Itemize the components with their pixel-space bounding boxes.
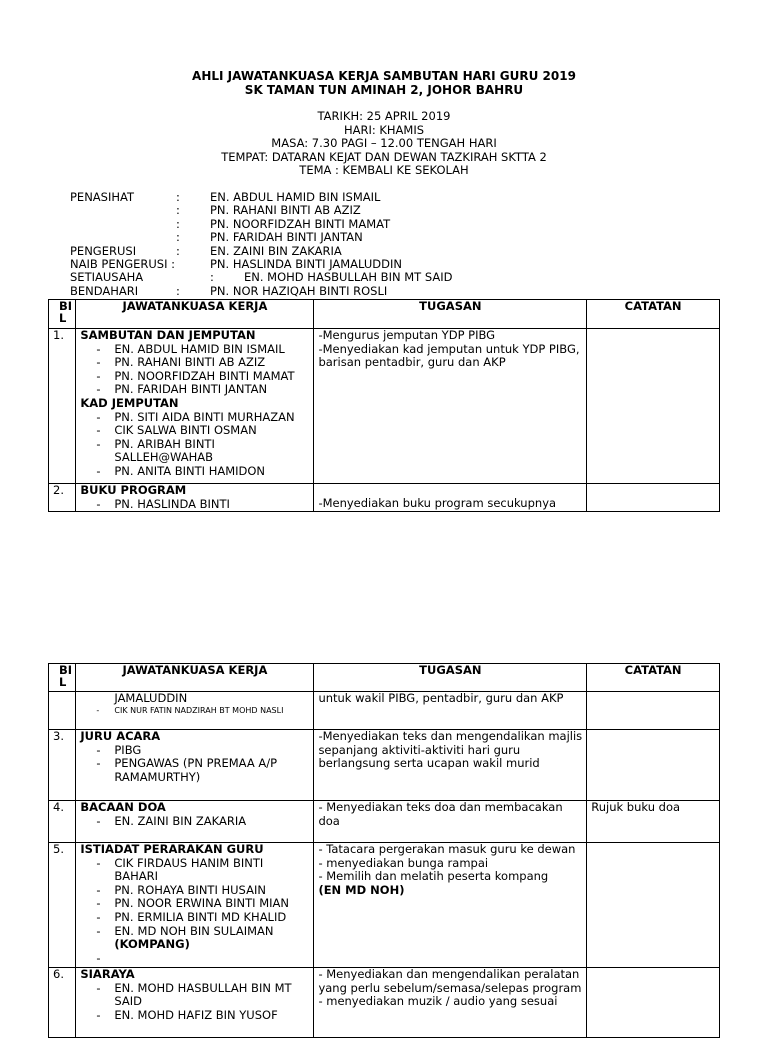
section-title: SAMBUTAN DAN JEMPUTAN: [80, 328, 256, 342]
member-list: [80, 706, 309, 716]
officer-colon: :: [176, 190, 180, 204]
row-number: 4.: [49, 801, 76, 843]
tugasan-text: - Memilih dan melatih peserta kompang: [318, 869, 549, 884]
table-row: [49, 968, 720, 1038]
event-date: TARIKH: 25 APRIL 2019: [317, 109, 451, 123]
member-list: [80, 411, 309, 479]
tugasan-cell: [314, 484, 587, 512]
officer-name: PN. NOR HAZIQAH BINTI ROSLI: [210, 283, 388, 298]
officer-label: BENDAHARI: [70, 283, 139, 298]
list-item: - CIK FIRDAUS HANIM BINTI BAHARI: [96, 857, 309, 884]
event-theme: TEMA : KEMBALI KE SEKOLAH: [299, 163, 469, 178]
header-catatan: CATATAN: [587, 300, 720, 329]
officer-label: PENGERUSI: [70, 243, 137, 258]
list-item: - PN. SITI AIDA BINTI MURHAZAN: [96, 411, 309, 425]
list-item: - CIK SALWA BINTI OSMAN: [96, 424, 309, 438]
table-row: [49, 730, 720, 801]
tugasan-text: -Menyediakan kad jemputan untuk YDP PIBG, barisan pentadbir, guru dan AKP: [318, 341, 580, 370]
tugasan-cell: [314, 801, 587, 843]
tugasan-text: -Menyediakan buku program secukupnya: [318, 496, 557, 510]
officer-name: EN. ZAINI BIN ZAKARIA: [210, 243, 342, 258]
document-header: [0, 69, 768, 97]
section-title: JURU ACARA: [80, 729, 161, 743]
list-item: - PN. ANITA BINTI HAMIDON: [96, 465, 309, 479]
event-details: [0, 110, 768, 178]
committee-cell: [76, 692, 314, 730]
row-number: 2.: [49, 484, 76, 512]
officer-label: NAIB PENGERUSI :: [70, 256, 176, 271]
officer-name: PN. FARIDAH BINTI JANTAN: [210, 230, 363, 245]
event-time: MASA: 7.30 PAGI – 12.00 TENGAH HARI: [271, 136, 497, 151]
tugasan-text: untuk wakil PIBG, pentadbir, guru dan AKP: [318, 691, 564, 705]
member-list: [80, 857, 309, 939]
header-jawatankuasa: JAWATANKUASA KERJA: [76, 664, 314, 692]
list-item: - PN. ERMILIA BINTI MD KHALID: [96, 911, 309, 925]
list-item: - PIBG: [96, 744, 309, 758]
list-item: - CIK NUR FATIN NADZIRAH BT MOHD NASLI: [96, 706, 309, 716]
row-number: [49, 692, 76, 730]
catatan-cell: [587, 329, 720, 484]
member-list: [80, 744, 309, 785]
list-item: - PN. NOOR ERWINA BINTI MIAN: [96, 897, 309, 911]
kompang-label: (KOMPANG): [114, 937, 190, 952]
officer-colon: :: [210, 270, 214, 285]
catatan-cell: Rujuk buku doa: [587, 801, 720, 843]
table-header-row: [49, 300, 720, 329]
tugasan-text: (EN MD NOH): [318, 882, 405, 897]
tugasan-text: - menyediakan muzik / audio yang sesuai: [318, 994, 558, 1009]
tugasan-text: -Menyediakan teks dan mengendalikan majlis sepanjang aktiviti-aktiviti hari guru berlangsung serta ucapan wakil murid: [318, 729, 583, 771]
officer-colon: :: [176, 243, 180, 258]
list-item: - PN. FARIDAH BINTI JANTAN: [96, 383, 309, 397]
row-number: 3.: [49, 730, 76, 801]
committee-table-page2: [48, 663, 720, 1038]
member-continuation: JAMALUDDIN: [114, 691, 188, 705]
row-number: 1.: [49, 329, 76, 484]
list-item: - EN. ZAINI BIN ZAKARIA: [96, 815, 309, 829]
catatan-cell: [587, 968, 720, 1038]
list-item: - PN. ROHAYA BINTI HUSAIN: [96, 884, 309, 898]
committee-cell: [76, 484, 314, 512]
catatan-cell: [587, 484, 720, 512]
officer-colon: :: [176, 230, 180, 245]
committee-cell: [76, 730, 314, 801]
header-tugasan: TUGASAN: [314, 664, 587, 692]
table-header-row: [49, 664, 720, 692]
event-day: HARI: KHAMIS: [343, 122, 425, 137]
officer-colon: :: [176, 203, 180, 218]
tugasan-cell: [314, 730, 587, 801]
row-number: 6.: [49, 968, 76, 1038]
header-bil: BI L: [49, 300, 76, 329]
tugasan-text: -Mengurus jemputan YDP PIBG: [318, 328, 496, 342]
catatan-cell: [587, 730, 720, 801]
officer-name: PN. HASLINDA BINTI JAMALUDDIN: [210, 256, 402, 271]
table-row: [49, 329, 720, 484]
committee-cell: [76, 329, 314, 484]
tugasan-text: - menyediakan bunga rampai: [318, 855, 489, 870]
officer-name: PN. RAHANI BINTI AB AZIZ: [210, 203, 361, 218]
officer-colon: :: [176, 216, 180, 231]
list-item: - PN. HASLINDA BINTI: [96, 498, 309, 512]
committee-table-page1: [48, 299, 720, 512]
table-row: [49, 843, 720, 968]
tugasan-text: - Menyediakan dan mengendalikan peralatan yang perlu sebelum/semasa/selepas program: [318, 967, 582, 995]
tugasan-text: - Tatacara pergerakan masuk guru ke dewan: [318, 842, 576, 856]
officer-name: EN. ABDUL HAMID BIN ISMAIL: [210, 190, 381, 204]
tugasan-cell: [314, 692, 587, 730]
member-list: [80, 343, 309, 397]
catatan-cell: [587, 692, 720, 730]
table-row: [49, 484, 720, 512]
committee-cell: [76, 843, 314, 968]
officer-name: EN. MOHD HASBULLAH BIN MT SAID: [244, 270, 453, 285]
list-item: - PN. ARIBAH BINTI SALLEH@WAHAB: [96, 438, 309, 465]
list-item: - PN. NOORFIDZAH BINTI MAMAT: [96, 370, 309, 384]
section-title: SIARAYA: [80, 967, 135, 981]
officer-label: PENASIHAT: [70, 190, 135, 204]
section-title: KAD JEMPUTAN: [80, 395, 179, 410]
section-title: BUKU PROGRAM: [80, 483, 187, 497]
list-item: - EN. ABDUL HAMID BIN ISMAIL: [96, 343, 309, 357]
event-venue: TEMPAT: DATARAN KEJAT DAN DEWAN TAZKIRAH SKTTA 2: [221, 149, 547, 164]
member-list: [80, 815, 309, 829]
section-title: BACAAN DOA: [80, 800, 166, 814]
committee-cell: [76, 968, 314, 1038]
list-item: - PN. RAHANI BINTI AB AZIZ: [96, 356, 309, 370]
table-row: [49, 692, 720, 730]
table-row: [49, 801, 720, 843]
header-bil: BI L: [49, 664, 76, 692]
officer-label: SETIAUSAHA: [70, 270, 144, 285]
officer-name: PN. NOORFIDZAH BINTI MAMAT: [210, 216, 391, 231]
school-name: SK TAMAN TUN AMINAH 2, JOHOR BAHRU: [244, 83, 524, 97]
list-item: - EN. MOHD HAFIZ BIN YUSOF: [96, 1009, 309, 1023]
member-list: [80, 498, 309, 512]
tugasan-cell: [314, 968, 587, 1038]
tugasan-cell: [314, 843, 587, 968]
row-number: 5.: [49, 843, 76, 968]
document-title: AHLI JAWATANKUASA KERJA SAMBUTAN HARI GURU 2019: [192, 69, 576, 83]
member-list: [80, 982, 309, 1023]
catatan-cell: [587, 843, 720, 968]
section-title: ISTIADAT PERARAKAN GURU: [80, 842, 264, 856]
list-item: - EN. MD NOH BIN SULAIMAN: [96, 925, 309, 939]
header-tugasan: TUGASAN: [314, 300, 587, 329]
tugasan-cell: [314, 329, 587, 484]
officer-colon: :: [176, 283, 180, 298]
tugasan-text: - Menyediakan teks doa dan membacakan doa: [318, 800, 563, 828]
committee-cell: [76, 801, 314, 843]
list-item: - EN. MOHD HASBULLAH BIN MT SAID: [96, 982, 309, 1009]
list-item: - PENGAWAS (PN PREMAA A/P RAMAMURTHY): [96, 757, 309, 784]
header-catatan: CATATAN: [587, 664, 720, 692]
header-jawatankuasa: JAWATANKUASA KERJA: [76, 300, 314, 329]
